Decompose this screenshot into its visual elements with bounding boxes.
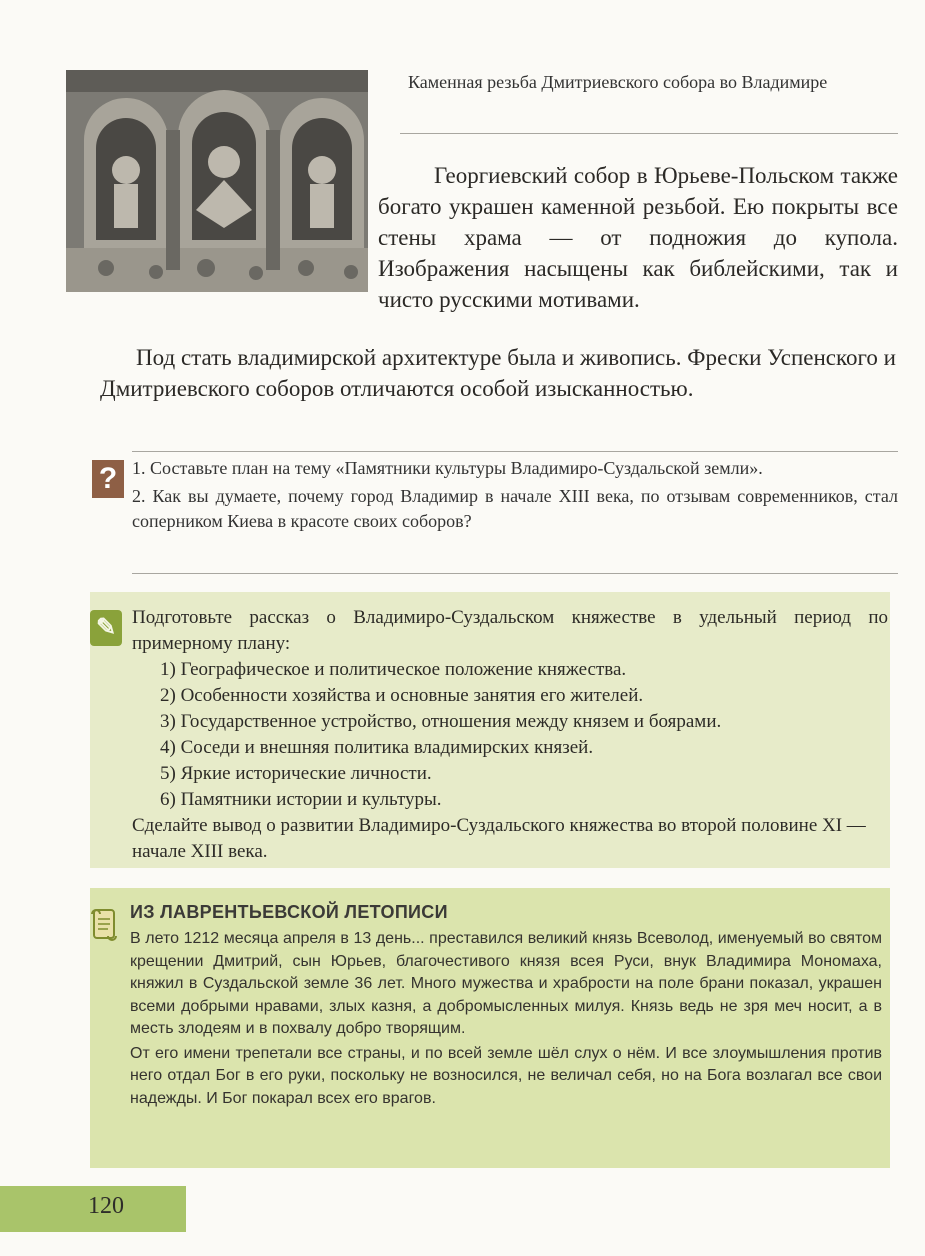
task-pencil-icon: ✎ xyxy=(90,610,122,646)
questions-block xyxy=(132,456,898,537)
question-item: 1. Составьте план на тему «Памятники культуры Владимиро-Суздальской земли». xyxy=(132,458,763,478)
task-plan-list xyxy=(132,657,888,813)
cathedral-carving-photo xyxy=(66,70,368,292)
page-number: 120 xyxy=(88,1193,124,1219)
painting-paragraph: Под стать владимирской архитектуре была и живопись. Фрески Успенского и Дмитриевского соборов отличаются особой изысканностью. xyxy=(100,345,896,401)
caption-divider xyxy=(400,133,898,134)
question-item: 2. Как вы думаете, почему город Владимир в начале XIII века, по отзывам современников, стал соперником Киева в красоте своих соборов? xyxy=(132,486,898,531)
intro-paragraph: Георгиевский собор в Юрьеве-Польском также богато украшен каменной резьбой. Ею покрыты все стены храма — от подножия до купола. Изображения насыщены как библейскими, так и чисто русскими мотивами. xyxy=(378,163,898,312)
plan-item: 3) Государственное устройство, отношения между князем и боярами. xyxy=(160,711,722,732)
chronicle-paragraph: От его имени трепетали все страны, и по всей земле шёл слух о нём. И все злоумышления против него отдал Бог в его руки, поскольку не возносился, не величал себя, но на Бога возлагал все свои надежды. И Бог покарал всех его врагов. xyxy=(130,1044,882,1107)
task-block xyxy=(132,605,888,865)
scroll-icon xyxy=(88,906,120,942)
task-lead: Подготовьте рассказ о Владимиро-Суздальском княжестве в удельный период по примерному плану: xyxy=(132,607,888,654)
task-conclusion: Сделайте вывод о развитии Владимиро-Суздальского княжества во второй половине XI — начале XIII века. xyxy=(132,815,866,862)
photo-caption: Каменная резьба Дмитриевского собора во Владимире xyxy=(408,72,828,92)
plan-item: 1) Географическое и политическое положение княжества. xyxy=(160,659,627,680)
chronicle-title: ИЗ ЛАВРЕНТЬЕВСКОЙ ЛЕТОПИСИ xyxy=(130,902,448,922)
chronicle-text xyxy=(130,928,882,1112)
chronicle-paragraph: В лето 1212 месяца апреля в 13 день... преставился великий князь Всеволод, именуемый во святом крещении Дмитрий, сын Юрьев, благочестивого князя всея Руси, внук Владимира Мономаха, княжил в Суздальской земле 36 лет. Много мужества и храбрости на поле брани показал, украшен всеми добрыми нравами, злых казня, а добромысленных милуя. Князь ведь не зря меч носит, а в месть злодеям и в похвалу добро творящим. xyxy=(130,930,882,1037)
questions-top-rule xyxy=(132,451,898,452)
questions-bottom-rule xyxy=(132,573,898,574)
question-mark-icon: ? xyxy=(92,460,124,498)
plan-item: 4) Соседи и внешняя политика владимирских князей. xyxy=(160,737,594,758)
plan-item: 6) Памятники истории и культуры. xyxy=(160,789,442,810)
plan-item: 2) Особенности хозяйства и основные занятия его жителей. xyxy=(160,685,644,706)
plan-item: 5) Яркие исторические личности. xyxy=(160,763,432,784)
